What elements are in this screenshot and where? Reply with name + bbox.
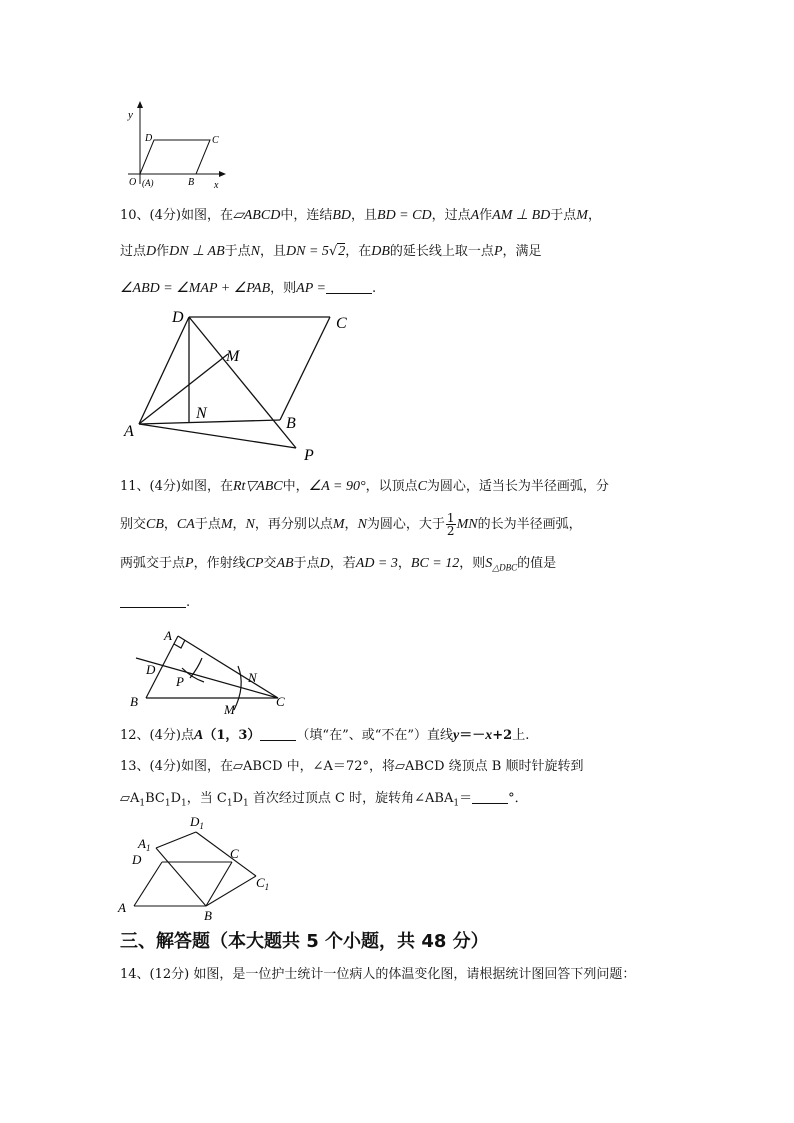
- point-a1-label: $A_1$: [138, 836, 151, 853]
- point-n-label: N: [248, 670, 257, 685]
- answer-blank[interactable]: [120, 595, 186, 608]
- point-c-label: C: [336, 315, 347, 332]
- fraction: $\frac{1}{2}$: [446, 511, 455, 538]
- q12-line: 12、(4分)点A（1，3） （填“在”、或“不在”）直线y＝－x+2上.: [120, 728, 530, 743]
- point-c-label: C: [230, 846, 239, 861]
- point-d-label: D: [146, 662, 156, 677]
- q11-line-1: 11、(4分)如图，在Rt▽ABC中，∠A = 90°，以顶点C为圆心，适当长为半径画弧，分: [120, 479, 609, 494]
- q13-line-2: $▱A_1BC_1D_1$，当 $C_1D_1$ 首次经过顶点 C 时，旋转角$\angle ABA_1=$ °．: [120, 791, 528, 809]
- answer-blank[interactable]: [472, 791, 508, 804]
- point-m-label: M: [226, 348, 240, 365]
- q10-line-3: ∠ABD = ∠MAP + ∠PAB，则AP = .: [120, 281, 377, 296]
- point-d-label: D: [132, 852, 142, 867]
- point-c-label: C: [276, 694, 285, 709]
- point-p-label: P: [176, 674, 184, 689]
- q11-line-3: 两弧交于点P，作射线CP交AB于点D，若AD = 3，BC = 12，则$S_{\triangle DBC}$的值是: [120, 556, 557, 573]
- answer-blank[interactable]: [260, 728, 296, 741]
- q10-line-2: 过点D作DN ⊥ AB于点N，且DN = 5√2，在DB的延长线上取一点P，满足: [120, 244, 542, 259]
- point-b-label: B: [286, 415, 296, 432]
- point-n-label: N: [196, 405, 207, 422]
- q11-line-4: .: [120, 594, 190, 612]
- x-axis-label: x: [214, 180, 219, 191]
- point-a-label: (A): [142, 178, 154, 188]
- section-heading: 三、解答题（本大题共 5 个小题，共 48 分）: [120, 931, 489, 952]
- point-c-label: C: [212, 135, 219, 146]
- coordinate-figure: [118, 98, 230, 192]
- q10-figure: [120, 308, 360, 468]
- point-a-label: A: [118, 900, 126, 915]
- point-p-label: P: [304, 447, 314, 464]
- q13-figure: [116, 812, 286, 922]
- sqrt-sign: √: [328, 244, 338, 259]
- q10-line-1: 10、(4分)如图，在▱ABCD中，连结BD，且BD = CD，过点A作AM ⊥ BD于点M，: [120, 208, 601, 223]
- answer-blank[interactable]: [326, 281, 372, 294]
- q11-line-2: 别交CB，CA于点M，N，再分别以点M，N为圆心，大于 $\frac{1}{2}$ MN的长为半径画弧，: [120, 511, 582, 538]
- origin-label: O: [129, 177, 137, 188]
- point-b-label: B: [204, 908, 212, 922]
- q13-line-1: 13、(4分)如图，在▱ABCD 中，∠A＝72°，将▱ABCD 绕顶点 B 顺时针旋转到: [120, 759, 584, 774]
- q11-figure: [122, 626, 302, 718]
- point-c1-label: $C_1$: [256, 875, 270, 892]
- point-d1-label: $D_1$: [190, 814, 204, 831]
- q14-line: 14、(12分) 如图，是一位护士统计一位病人的体温变化图，请根据统计图回答下列问题：: [120, 967, 636, 982]
- point-d-label: D: [172, 309, 184, 326]
- point-a-label: A: [124, 423, 134, 440]
- point-m-label: M: [224, 702, 235, 717]
- point-b-label: B: [188, 177, 195, 188]
- y-axis-label: y: [128, 109, 133, 121]
- point-d-label: D: [145, 133, 153, 144]
- point-b-label: B: [130, 694, 138, 709]
- point-a-label: A: [164, 628, 172, 643]
